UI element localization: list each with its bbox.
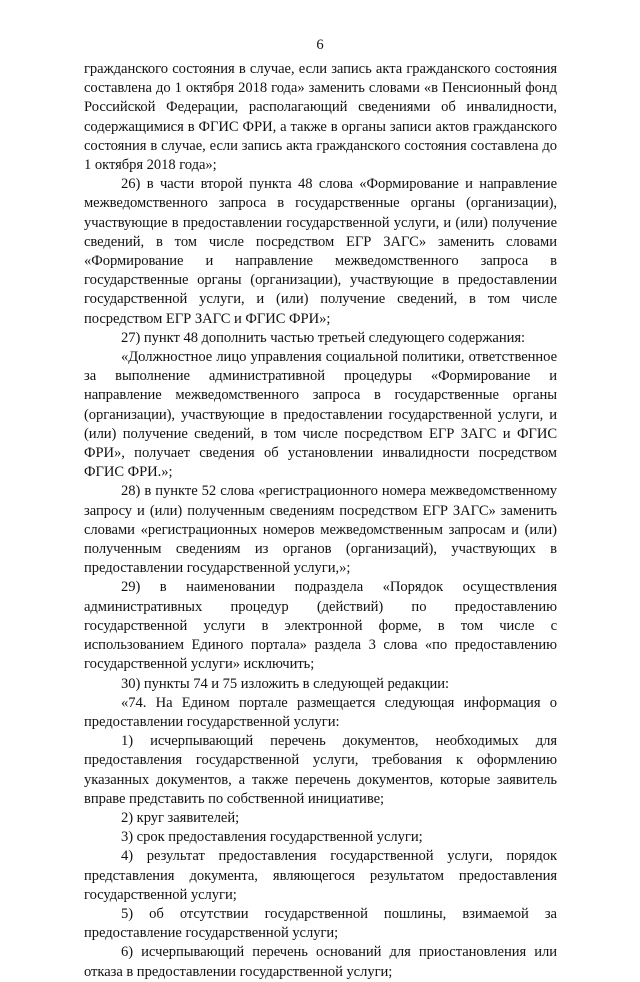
document-body <box>84 60 557 982</box>
list-item-5: 5) об отсутствии государственной пошлины, взимаемой за предоставление государственной услуги; <box>84 905 557 942</box>
list-item-6: 6) исчерпывающий перечень оснований для приостановления или отказа в предоставлении государственной услуги; <box>84 944 557 980</box>
paragraph-continuation: гражданского состояния в случае, если запись акта гражданского состояния составлена до 1 октября 2018 года» заменить словами «в Пенсионный фонд Российской Федерации, располагающий сведениями об инвалидности, содержащимися в ФГИС ФРИ, а также в органы записи актов гражданского состояния в случае, если запись акта гражданского состояния составлена до 1 октября 2018 года»; <box>84 61 557 174</box>
list-item-4: 4) результат предоставления государственной услуги, порядок представления документа, являющегося результатом предоставления государственной услуги; <box>84 848 557 903</box>
paragraph-item-74-intro: «74. На Едином портале размещается следующая информация о предоставлении государственной услуги: <box>84 694 557 730</box>
page-number: 6 <box>316 37 324 53</box>
paragraph-item-28: 28) в пункте 52 слова «регистрационного номера межведомственному запросу и (или) полученным сведениям посредством ЕГР ЗАГС» заменить словами «регистрационных номеров межведомственным запросам и (или) полученным сведениям из органов (организаций), участвующих в предоставлении государственной услуги,»; <box>84 483 557 577</box>
list-item-3: 3) срок предоставления государственной услуги; <box>121 829 423 846</box>
list-item-1: 1) исчерпывающий перечень документов, необходимых для предоставления государственной услуги, требования к оформлению указанных документов, а также перечень документов, которые заявитель вправе представить по собственной инициативе; <box>84 733 557 807</box>
paragraph-item-27-quote: «Должностное лицо управления социальной политики, ответственное за выполнение административной процедуры «Формирование и направление межведомственного запроса в государственные органы (организации), участвующие в предоставлении государственной услуги, и (или) получение сведений, в том числе посредством ЕГР ЗАГС и ФГИС ФРИ», получает сведения об установлении инвалидности посредством ФГИС ФРИ.»; <box>84 349 557 481</box>
list-item-2: 2) круг заявителей; <box>121 809 240 826</box>
paragraph-item-29: 29) в наименовании подраздела «Порядок осуществления административных процедур (действий) по предоставлению государственной услуги в электронной форме, в том числе с использованием Единого портала» раздела 3 слова «по предоставлению государственной услуги» исключить; <box>84 579 557 673</box>
paragraph-item-27: 27) пункт 48 дополнить частью третьей следующего содержания: <box>121 329 526 346</box>
paragraph-item-26: 26) в части второй пункта 48 слова «Формирование и направление межведомственного запроса в государственные органы (организации), участвующие в предоставлении государственной услуги, и (или) получение сведений, в том числе посредством ЕГР ЗАГС» заменить словами «Формирование и направление межведомственного запроса в государственные органы (организации), участвующие в предоставлении государственной услуги, и (или) получение сведений, в том числе посредством ЕГР ЗАГС и ФГИС ФРИ»; <box>84 176 557 327</box>
paragraph-item-30: 30) пункты 74 и 75 изложить в следующей редакции: <box>121 675 450 692</box>
